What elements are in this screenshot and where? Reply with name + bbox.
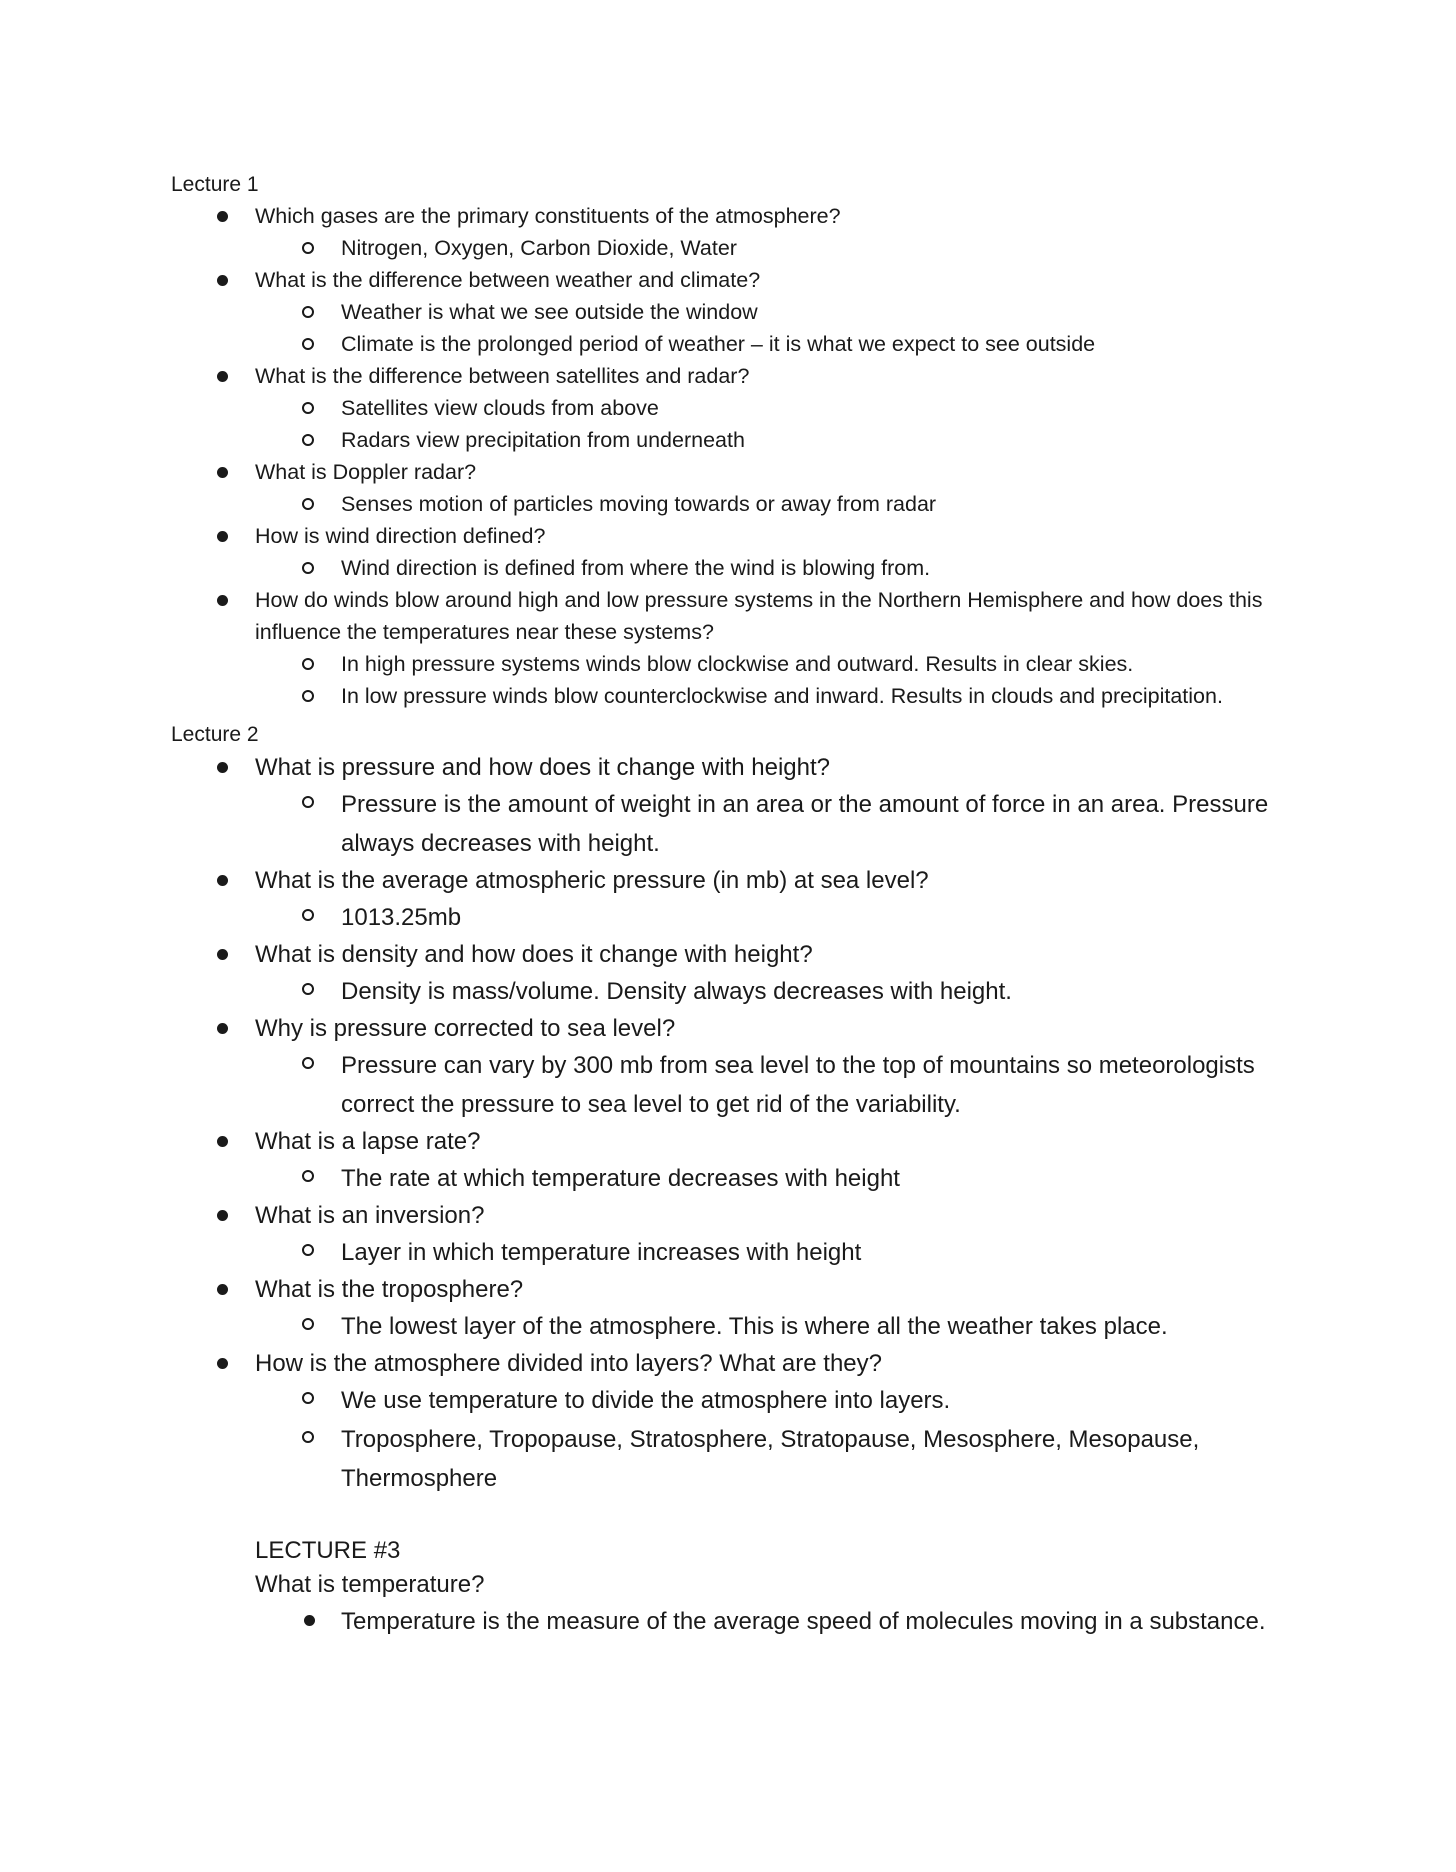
lecture-2-section	[171, 720, 1301, 1498]
answer-item: Radars view precipitation from underneath	[171, 424, 1301, 456]
lecture-3-answer-list	[171, 1602, 1301, 1641]
lecture-2-list	[171, 750, 1301, 1498]
lecture-3-question: What is temperature?	[255, 1571, 485, 1598]
answer-item: Density is mass/volume. Density always decreases with height.	[171, 972, 1301, 1011]
question-item: What is an inversion?	[171, 1198, 1301, 1233]
answer-item: Pressure can vary by 300 mb from sea level to the top of mountains so meteorologists correct the pressure to sea level to get rid of the variability.	[171, 1046, 1301, 1124]
answer-item: Senses motion of particles moving towards or away from radar	[171, 488, 1301, 520]
question-item: How do winds blow around high and low pressure systems in the Northern Hemisphere and how does this influence the temperatures near these systems?	[171, 584, 1301, 648]
answer-item: The rate at which temperature decreases with height	[171, 1159, 1301, 1198]
answer-item: Layer in which temperature increases with height	[171, 1233, 1301, 1272]
question-item: What is the troposphere?	[171, 1272, 1301, 1307]
question-item: What is the difference between satellites and radar?	[171, 360, 1301, 392]
question-item: What is pressure and how does it change with height?	[171, 750, 1301, 785]
answer-item: Wind direction is defined from where the wind is blowing from.	[171, 552, 1301, 584]
lecture-3-heading: LECTURE #3	[255, 1537, 401, 1564]
lecture-3-section	[171, 1534, 1301, 1641]
answer-item: Satellites view clouds from above	[171, 392, 1301, 424]
document-page	[171, 170, 1301, 1641]
question-item: What is the average atmospheric pressure (in mb) at sea level?	[171, 863, 1301, 898]
question-item: What is Doppler radar?	[171, 456, 1301, 488]
answer-item: The lowest layer of the atmosphere. This is where all the weather takes place.	[171, 1307, 1301, 1346]
question-item: Why is pressure corrected to sea level?	[171, 1011, 1301, 1046]
answer-item: 1013.25mb	[171, 898, 1301, 937]
answer-item: In high pressure systems winds blow clockwise and outward. Results in clear skies.	[171, 648, 1301, 680]
answer-item: Nitrogen, Oxygen, Carbon Dioxide, Water	[171, 232, 1301, 264]
question-item: What is a lapse rate?	[171, 1124, 1301, 1159]
answer-item: Climate is the prolonged period of weather – it is what we expect to see outside	[171, 328, 1301, 360]
answer-item: In low pressure winds blow counterclockwise and inward. Results in clouds and precipitation.	[171, 680, 1301, 712]
question-item: What is density and how does it change with height?	[171, 937, 1301, 972]
answer-item: We use temperature to divide the atmosphere into layers.	[171, 1381, 1301, 1420]
question-item: What is the difference between weather and climate?	[171, 264, 1301, 296]
lecture-1-list	[171, 200, 1301, 712]
question-item: How is the atmosphere divided into layers? What are they?	[171, 1346, 1301, 1381]
answer-item: Temperature is the measure of the average speed of molecules moving in a substance.	[171, 1602, 1301, 1641]
answer-item: Pressure is the amount of weight in an area or the amount of force in an area. Pressure always decreases with height.	[171, 785, 1301, 863]
question-item: How is wind direction defined?	[171, 520, 1301, 552]
question-item: Which gases are the primary constituents of the atmosphere?	[171, 200, 1301, 232]
answer-item: Weather is what we see outside the window	[171, 296, 1301, 328]
answer-item: Troposphere, Tropopause, Stratosphere, Stratopause, Mesosphere, Mesopause, Thermosphere	[171, 1420, 1301, 1498]
lecture-2-heading: Lecture 2	[171, 723, 259, 746]
lecture-1-heading: Lecture 1	[171, 173, 259, 196]
lecture-1-section	[171, 170, 1301, 712]
